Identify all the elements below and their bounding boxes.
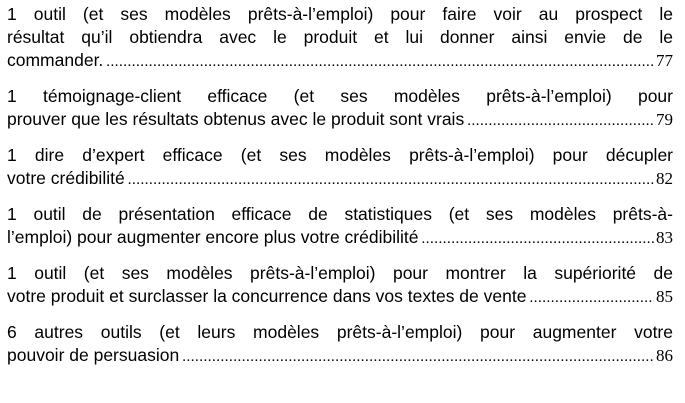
dot-leader	[421, 228, 654, 251]
toc-entry-last-line	[7, 226, 673, 251]
toc-entry	[7, 262, 673, 310]
toc-entry-last-line	[7, 108, 673, 133]
toc-entry	[7, 321, 673, 369]
table-of-contents	[7, 3, 673, 380]
toc-entry-text: 6 autres outils (et leurs modèles prêts-à-l’emploi) pour augmenter votre	[7, 322, 673, 342]
toc-entry-last-line	[7, 49, 673, 74]
dot-leader	[182, 346, 654, 369]
toc-entry-last-line	[7, 285, 673, 310]
toc-entry-text: résultat qu’il obtiendra avec le produit et lui donner ainsi envie de le	[7, 27, 673, 47]
toc-entry-text: votre produit et surclasser la concurrence dans vos textes de vente	[7, 286, 527, 306]
page-number: 86	[656, 346, 673, 365]
page-number: 77	[656, 51, 673, 70]
page-number: 79	[656, 110, 673, 129]
page-number: 83	[656, 228, 673, 247]
page-number: 85	[656, 287, 673, 306]
dot-leader	[128, 169, 654, 192]
dot-leader	[529, 287, 654, 310]
toc-entry-text: 1 outil (et ses modèles prêts-à-l’emploi) pour faire voir au prospect le	[7, 4, 673, 24]
toc-entry	[7, 3, 673, 74]
toc-entry-last-line	[7, 167, 673, 192]
toc-entry	[7, 203, 673, 251]
toc-entry-text: 1 dire d’expert efficace (et ses modèles prêts-à-l’emploi) pour décupler	[7, 145, 673, 165]
dot-leader	[106, 51, 654, 74]
toc-entry-text: pouvoir de persuasion	[7, 345, 180, 365]
toc-entry-text: votre crédibilité	[7, 168, 125, 188]
toc-entry-last-line	[7, 344, 673, 369]
page-number: 82	[656, 169, 673, 188]
toc-entry-text: 1 outil de présentation efficace de statistiques (et ses modèles prêts-à-	[7, 204, 673, 224]
toc-entry-text: 1 témoignage-client efficace (et ses modèles prêts-à-l’emploi) pour	[7, 86, 673, 106]
toc-entry	[7, 85, 673, 133]
toc-entry-text: 1 outil (et ses modèles prêts-à-l’emploi) pour montrer la supériorité de	[7, 263, 673, 283]
toc-entry-text: commander.	[7, 50, 104, 70]
toc-entry	[7, 144, 673, 192]
toc-entry-text: l’emploi) pour augmenter encore plus votre crédibilité	[7, 227, 419, 247]
toc-entry-text: prouver que les résultats obtenus avec le produit sont vrais	[7, 109, 465, 129]
dot-leader	[467, 110, 654, 133]
